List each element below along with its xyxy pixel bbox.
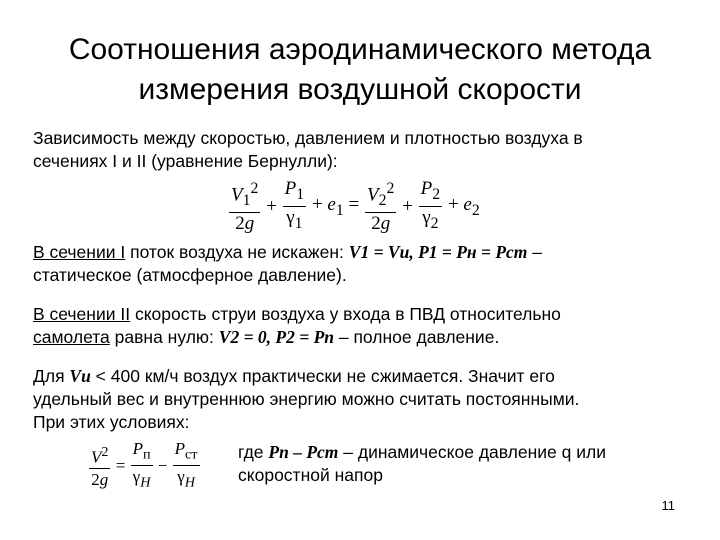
p5-formula: Pп – Pст	[268, 442, 339, 462]
p5-line-2: скоростной напор	[238, 465, 383, 485]
p2-formula: V1 = Vи, P1 = Pн = Pст	[348, 242, 528, 262]
p3-formula: V2 = 0, P2 = Pп	[218, 327, 334, 347]
p2-dash: –	[527, 242, 543, 262]
paragraph-section-2	[33, 303, 693, 349]
p2-text: поток воздуха не искажен:	[125, 242, 349, 262]
p4-line-2: удельный вес и внутреннюю энергию можно считать постоянными.	[33, 389, 580, 409]
title-line-2: измерения воздушной скорости	[138, 73, 582, 106]
section-2-link[interactable]: В сечении II	[33, 304, 131, 324]
section-2-link-cont[interactable]: самолета	[33, 327, 110, 347]
p5-text: – динамическое давление q или	[338, 442, 607, 462]
paragraph-conditions	[33, 365, 693, 434]
p4-line-3: При этих условиях:	[33, 412, 190, 432]
p3-text-end: – полное давление.	[334, 327, 500, 347]
p3-text: скорость струи воздуха у входа в ПВД относительно	[130, 304, 561, 324]
paragraph-bernoulli-intro	[33, 127, 693, 173]
title-line-1: Соотношения аэродинамического метода	[68, 33, 652, 66]
p4-text: < 400 км/ч воздух практически не сжимается. Значит его	[90, 366, 555, 386]
dynamic-pressure-equation: $\frac{V^2}{2g}$ = $\frac{P_п}{\gamma_H}$ − $\frac{P_{ст}}{\gamma_H}$	[91, 439, 198, 491]
p3-line2-text: равна нулю:	[109, 327, 219, 347]
bernoulli-equation: $\frac{V_1^2}{2g}$ + $\frac{P_1}{\gamma_1}$ + $e_1$ = $\frac{V_2^2}{2g}$ + $\frac{P_2}{\gamma_2}$ + $e_2$	[231, 178, 480, 235]
paragraph-dynamic-pressure	[238, 441, 688, 487]
slide-title	[20, 30, 700, 110]
paragraph-section-1	[33, 241, 693, 287]
p1-line-2: сечениях I и II (уравнение Бернулли):	[33, 151, 338, 171]
p1-line-1: Зависимость между скоростью, давлением и плотностью воздуха в	[33, 128, 583, 148]
section-1-link[interactable]: В сечении I	[33, 242, 126, 262]
p4-var: Vи	[69, 366, 91, 386]
p2-line-2: статическое (атмосферное давление).	[33, 265, 347, 285]
p5-pre: где	[238, 442, 269, 462]
p4-pre: Для	[33, 366, 70, 386]
page-number: 11	[661, 498, 675, 513]
